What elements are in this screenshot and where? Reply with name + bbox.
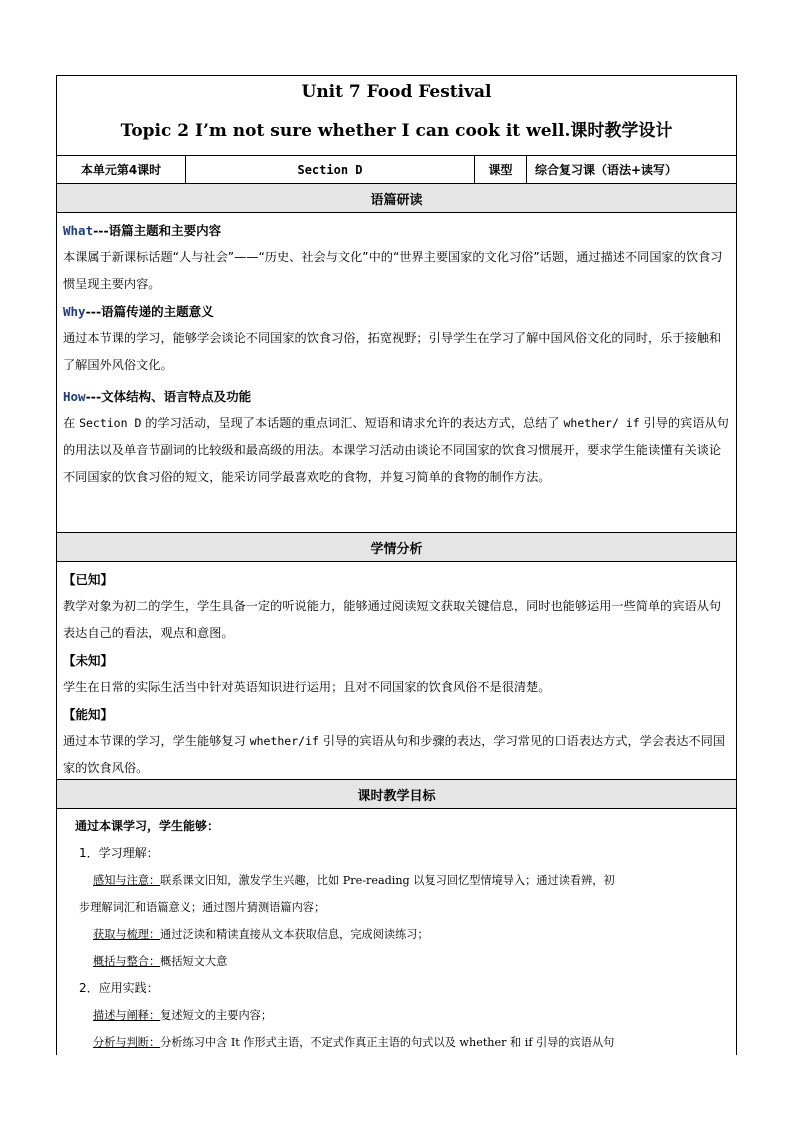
goal-perceive-cont: 步理解词汇和语篇意义；通过图片猜测语篇内容； (79, 901, 326, 914)
whether-if-ref: whether/if (249, 734, 319, 748)
why-body: 通过本节课的学习，能够学会谈论不同国家的饮食习俗，拓宽视野；引导学生在学习了解中国风俗文化的同时，乐于接触和了解国外风俗文化。 (63, 331, 722, 372)
why-keyword: Why (63, 304, 86, 319)
why-title: ---语篇传递的主题意义 (85, 304, 214, 319)
goal-describe (71, 1002, 722, 1029)
lesson-number: 本单元第4课时 (57, 156, 186, 183)
section-name: Section D (186, 156, 475, 183)
goal-text: 联系课文旧知，激发学生兴趣，比如 Pre-reading 以复习回忆型情境导入；通过读看辨，初 (160, 874, 615, 887)
what-title: ---语篇主题和主要内容 (93, 223, 222, 238)
goal-perceive (71, 867, 722, 894)
analysis-section (57, 562, 736, 780)
known-body: 教学对象为初二的学生，学生具备一定的听说能力，能够通过阅读短文获取关键信息，同时也能够运用一些简单的宾语从句表达自己的看法，观点和意图。 (63, 599, 722, 640)
how-body (63, 410, 730, 491)
topic-title: Topic 2 I’m not sure whether I can cook it well.课时教学设计 (120, 121, 673, 141)
goal-analyze (71, 1029, 722, 1056)
goal-acquire (71, 921, 722, 948)
lesson-plan-table (56, 75, 737, 1055)
goal-text: 概括短文大意 (160, 955, 228, 968)
what-keyword: What (63, 223, 94, 238)
able-body (63, 728, 730, 782)
lesson-info-row (57, 156, 736, 184)
lesson-type-value: 综合复习课（语法+读写） (535, 163, 678, 177)
goal-text: 复述短文的主要内容； (160, 1009, 273, 1022)
unit-title: Unit 7 Food Festival (301, 82, 492, 102)
why-subheading (63, 298, 730, 325)
how-subheading (63, 383, 730, 410)
goals-intro: 通过本课学习，学生能够： (75, 819, 220, 833)
how-body-text: 引导的宾语从句的用法以及单音节副词的比较级和最高级的用法。本课学习活动由谈论不同国家的饮食习惯展开，要求学生能读懂有关谈论不同国家的饮食习俗的短文，能采访同学最喜欢吃的食物，并复习简单的食物的制作方法。 (63, 416, 729, 484)
goal-label: 概括与整合： (93, 955, 161, 968)
what-body: 本课属于新课标话题“人与社会”——“历史、社会与文化”中的“世界主要国家的文化习俗”话题，通过描述不同国家的饮食习惯呈现主要内容。 (63, 250, 723, 291)
goal-item-2: 2．应用实践： (79, 981, 159, 995)
reading-heading: 语篇研读 (57, 184, 736, 213)
able-body-text: 通过本节课的学习，学生能够复习 (63, 734, 246, 748)
goal-item-1: 1．学习理解： (79, 846, 159, 860)
unknown-body: 学生在日常的实际生活当中针对英语知识进行运用；且对不同国家的饮食风俗不是很清楚。 (63, 680, 551, 694)
goal-text: 分析练习中含 It 作形式主语，不定式作真正主语的句式以及 whether 和 if 引导的宾语从句 (160, 1036, 615, 1049)
goals-heading: 课时教学目标 (57, 780, 736, 809)
known-label: 【已知】 (63, 572, 114, 587)
section-ref: Section D (79, 416, 142, 430)
goal-text: 通过泛读和精读直接从文本获取信息，完成阅读练习； (160, 928, 429, 941)
title-block (57, 76, 736, 156)
unknown-label: 【未知】 (63, 653, 114, 668)
reading-section (57, 213, 736, 533)
goal-summarize (71, 948, 722, 975)
how-title: ---文体结构、语言特点及功能 (85, 389, 252, 404)
how-body-text: 的学习活动，呈现了本话题的重点词汇、短语和请求允许的表达方式，总结了 (145, 416, 560, 430)
goal-label: 分析与判断： (93, 1036, 161, 1049)
goal-label: 描述与阐释： (93, 1009, 161, 1022)
lesson-type-label: 课型 (475, 156, 527, 183)
goal-label: 感知与注意： (93, 874, 161, 887)
what-subheading (63, 217, 730, 244)
how-body-text: 在 (63, 416, 76, 430)
able-label: 【能知】 (63, 707, 114, 722)
whether-if-ref: whether/ if (563, 416, 640, 430)
analysis-heading: 学情分析 (57, 533, 736, 562)
able-body-text: 引导的宾语从句和步骤的表达，学习常见的口语表达方式，学会表达不同国家的饮食风俗。 (63, 734, 725, 775)
goal-label: 获取与梳理： (93, 928, 161, 941)
how-keyword: How (63, 389, 86, 404)
goals-section (57, 809, 736, 1060)
